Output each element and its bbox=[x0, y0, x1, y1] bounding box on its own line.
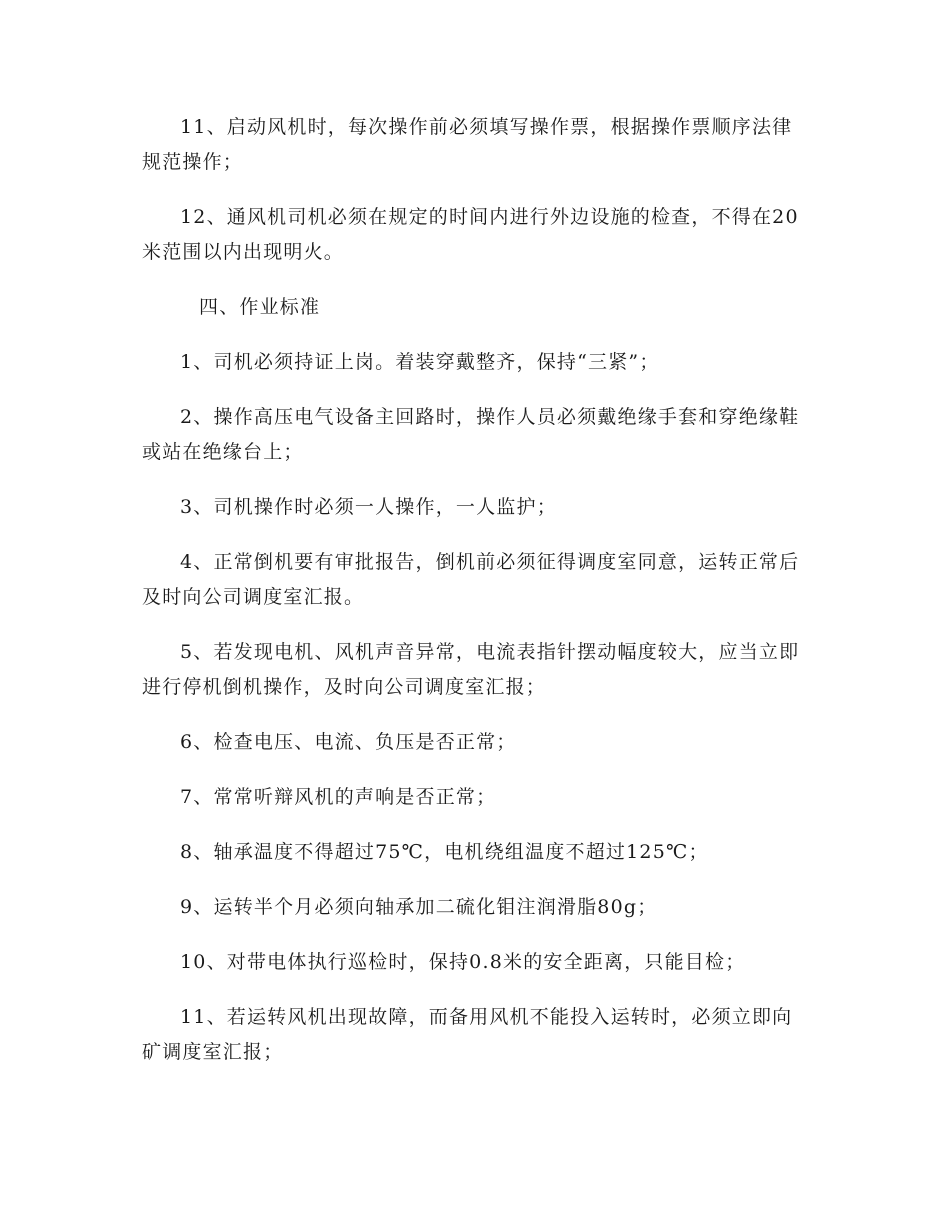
paragraph-item-5: 5、若发现电机、风机声音异常，电流表指针摆动幅度较大，应当立即进行停机倒机操作，及时向公司调度室汇报； bbox=[142, 641, 800, 698]
document-body bbox=[142, 110, 810, 1090]
paragraph-item-12-inspection: 12、通风机司机必须在规定的时间内进行外边设施的检查，不得在20米范围以内出现明火。 bbox=[142, 206, 799, 263]
paragraph-item-2: 2、操作高压电气设备主回路时，操作人员必须戴绝缘手套和穿绝缘鞋或站在绝缘台上； bbox=[142, 406, 800, 463]
paragraph-item-8: 8、轴承温度不得超过75℃，电机绕组温度不超过125℃； bbox=[180, 841, 709, 863]
paragraph-item-1: 1、司机必须持证上岗。着装穿戴整齐，保持“三紧”； bbox=[180, 351, 660, 373]
paragraph-item-11-start-fan: 11、启动风机时，每次操作前必须填写操作票，根据操作票顺序法律规范操作； bbox=[142, 116, 793, 173]
paragraph-item-10: 10、对带电体执行巡检时，保持0.8米的安全距离，只能目检； bbox=[180, 951, 746, 973]
paragraph-item-4: 4、正常倒机要有审批报告，倒机前必须征得调度室同意，运转正常后及时向公司调度室汇报。 bbox=[142, 551, 800, 608]
paragraph-item-3: 3、司机操作时必须一人操作，一人监护； bbox=[180, 496, 557, 518]
paragraph-item-6: 6、检查电压、电流、负压是否正常； bbox=[180, 731, 517, 753]
paragraph-item-9: 9、运转半个月必须向轴承加二硫化钼注润滑脂80g； bbox=[180, 896, 658, 918]
paragraph-item-11: 11、若运转风机出现故障，而备用风机不能投入运转时，必须立即向矿调度室汇报； bbox=[142, 1006, 793, 1063]
paragraph-item-7: 7、常常听辩风机的声响是否正常； bbox=[180, 786, 497, 808]
section-heading-work-standards: 四、作业标准 bbox=[199, 296, 321, 318]
